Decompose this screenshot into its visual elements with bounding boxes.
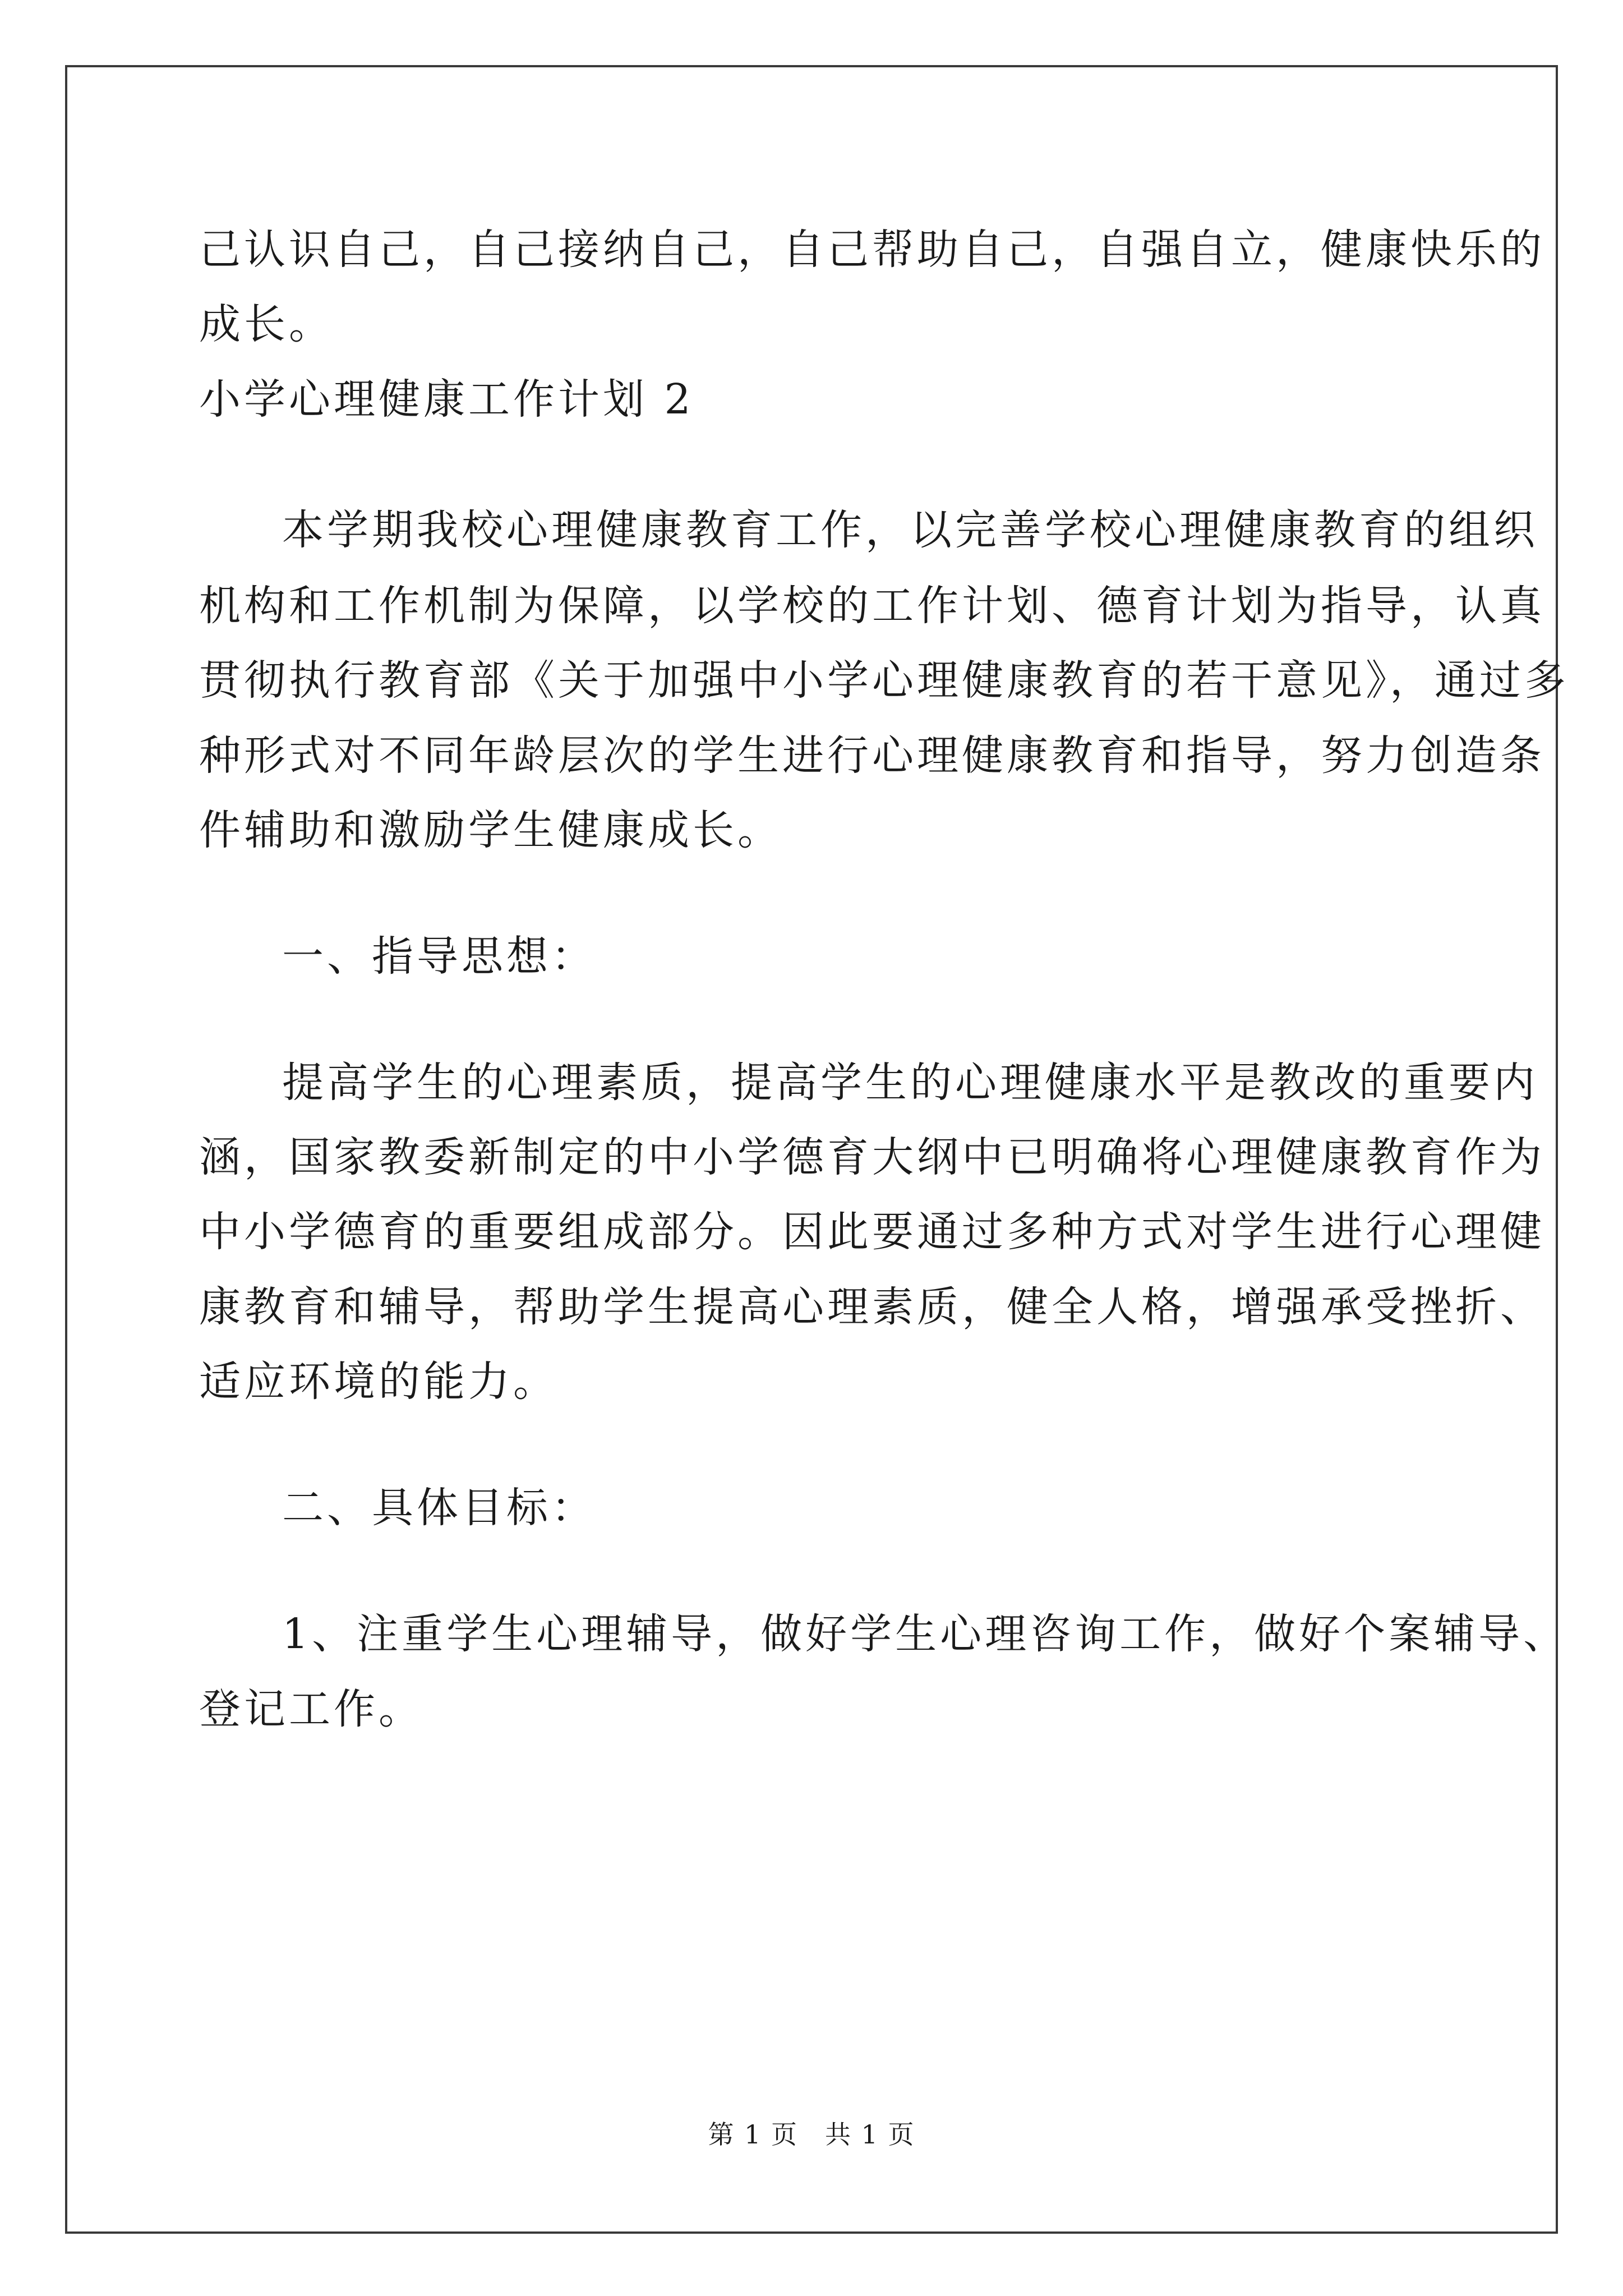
paragraph-line: 机构和工作机制为保障，以学校的工作计划、德育计划为指导，认真	[199, 582, 1545, 630]
paragraph-line: 贯彻执行教育部《关于加强中小学心理健康教育的若干意见》，通过多	[199, 656, 1569, 705]
paragraph-line: 种形式对不同年龄层次的学生进行心理健康教育和指导，努力创造条	[199, 731, 1545, 780]
paragraph-line: 己认识自己，自己接纳自己，自己帮助自己，自强自立，健康快乐的	[199, 226, 1545, 274]
paragraph-line: 康教育和辅导，帮助学生提高心理素质，健全人格，增强承受挫折、	[199, 1283, 1545, 1331]
paragraph-line: 中小学德育的重要组成部分。因此要通过多种方式对学生进行心理健	[199, 1208, 1545, 1256]
paragraph-line: 提高学生的心理素质，提高学生的心理健康水平是教改的重要内	[282, 1059, 1538, 1107]
paragraph-line: 成长。	[199, 300, 334, 348]
paragraph-line: 1、注重学生心理辅导，做好学生心理咨询工作，做好个案辅导、	[282, 1610, 1569, 1658]
section-heading: 小学心理健康工作计划 2	[199, 375, 694, 424]
subheading: 一、指导思想：	[282, 932, 596, 981]
paragraph-line: 涵，国家教委新制定的中小学德育大纲中已明确将心理健康教育作为	[199, 1133, 1545, 1181]
paragraph-line: 适应环境的能力。	[199, 1358, 558, 1406]
subheading: 二、具体目标：	[282, 1484, 596, 1532]
paragraph-line: 件辅助和激励学生健康成长。	[199, 806, 782, 854]
page-number-footer: 第 1 页 共 1 页	[708, 2119, 915, 2150]
paragraph-line: 登记工作。	[199, 1685, 423, 1733]
paragraph-line: 本学期我校心理健康教育工作，以完善学校心理健康教育的组织	[282, 506, 1538, 554]
